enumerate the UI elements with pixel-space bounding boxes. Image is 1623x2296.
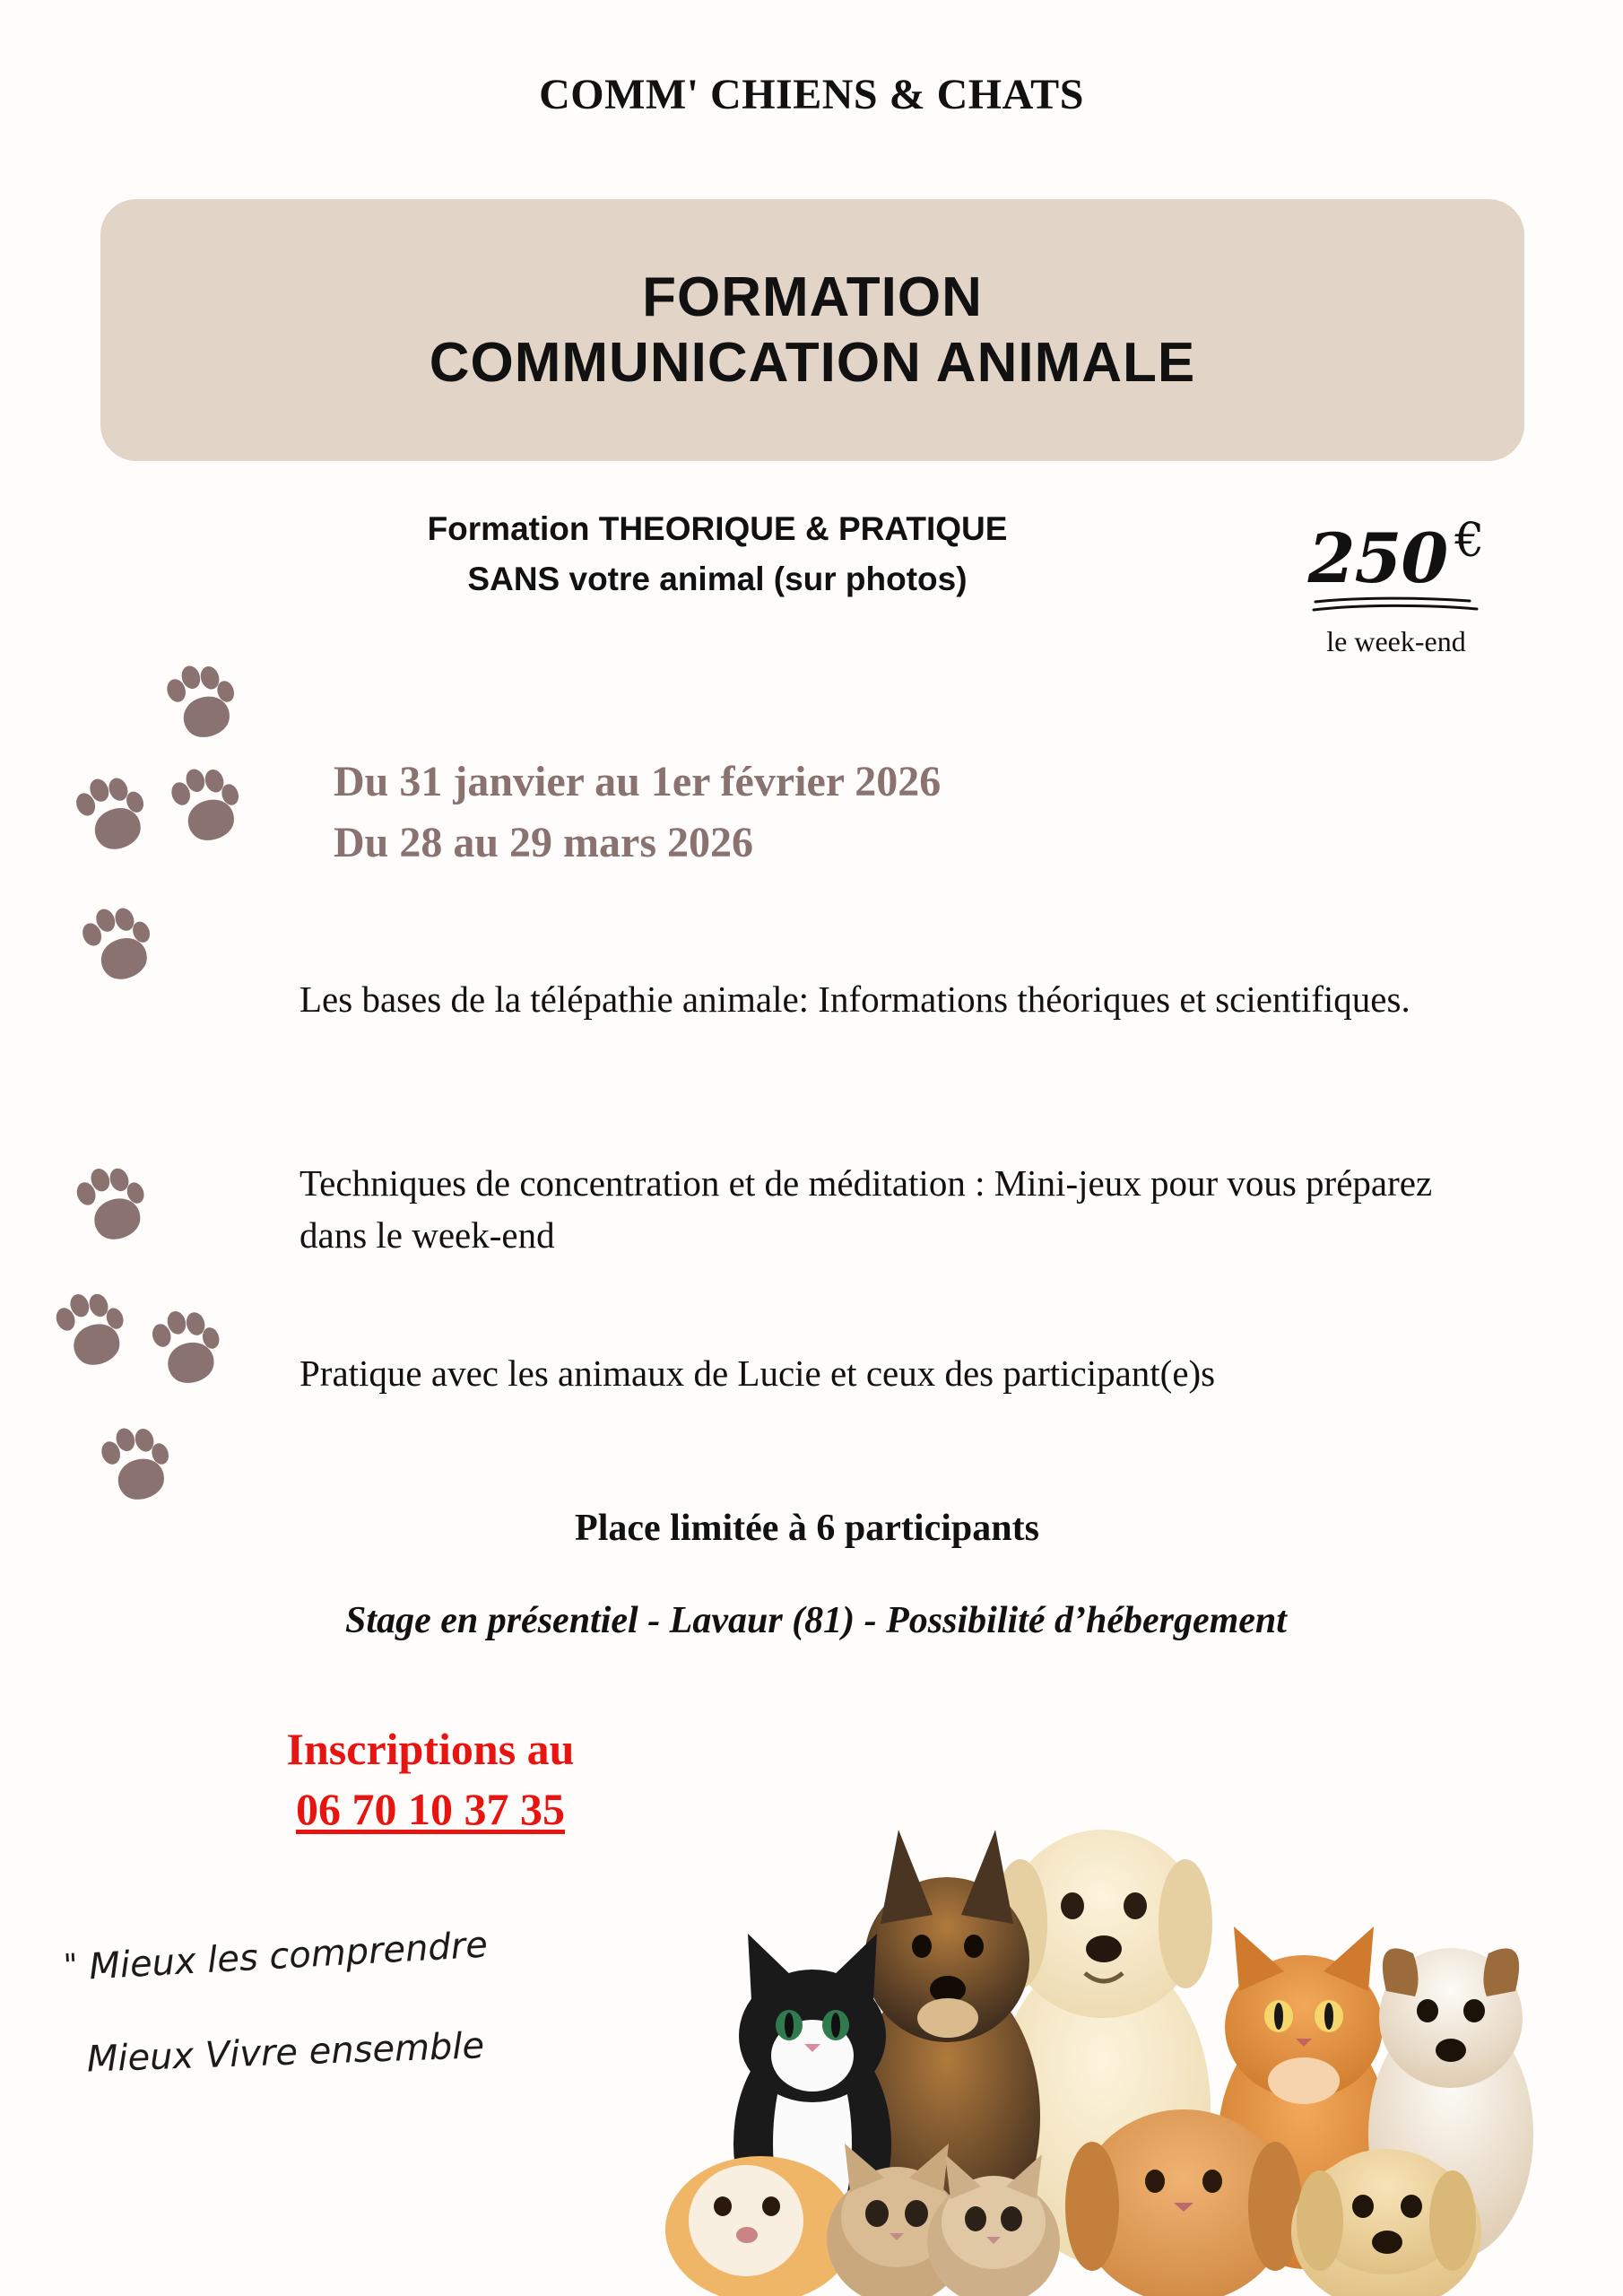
slogan-line-1: Mieux les comprendre: [88, 1924, 489, 1988]
contact-phone[interactable]: 06 70 10 37 35: [296, 1784, 565, 1834]
contact-label: Inscriptions au: [286, 1724, 575, 1774]
paw-print-icon: [65, 1156, 161, 1258]
paw-print-icon: [160, 758, 254, 858]
subtitle-line-1: Formation THEORIQUE & PRATIQUE: [427, 510, 1008, 547]
venue-info: Stage en présentiel - Lavaur (81) - Possibilité d’hébergement: [345, 1600, 1287, 1641]
places-limit: Place limitée à 6 participants: [575, 1508, 1039, 1549]
title-band: [100, 199, 1524, 461]
date-session-1: Du 31 janvier au 1er février 2026: [334, 758, 942, 805]
subtitle-line-2: SANS votre animal (sur photos): [467, 560, 968, 597]
program-item-1: Les bases de la télépathie animale: Informations théoriques et scientifiques.: [299, 978, 1410, 1020]
price-row: [1248, 514, 1544, 598]
price-block: [1248, 514, 1544, 658]
title-line-1: FORMATION: [642, 265, 983, 328]
subtitle: [215, 504, 1219, 604]
dates-block: [334, 752, 941, 874]
euro-icon: €: [1454, 514, 1485, 568]
slogan-open-quote: ": [62, 1947, 79, 1984]
slogan-block: [63, 1916, 697, 2085]
page-title: COMM' CHIENS & CHATS: [539, 71, 1084, 118]
paw-print-icon: [64, 765, 161, 868]
paw-print-icon: [44, 1282, 140, 1384]
program-item-2: Techniques de concentration et de méditation : Mini-jeux pour vous préparez dans le week-end: [299, 1162, 1433, 1257]
paw-print-icon: [90, 1417, 184, 1518]
title-line-2: COMMUNICATION ANIMALE: [429, 332, 1196, 394]
price-note: le week-end: [1326, 625, 1466, 657]
program-item-3: Pratique avec les animaux de Lucie et ceux des participant(e)s: [299, 1352, 1216, 1394]
animals-photo: [637, 1722, 1605, 2296]
price-underline-flourish: [1312, 596, 1480, 616]
contact-block: [179, 1722, 681, 1843]
paw-print-icon: [141, 1301, 232, 1400]
paw-print-icon: [70, 895, 168, 998]
golden-retriever-puppy: [1291, 2149, 1481, 2296]
price-amount: 250: [1307, 518, 1448, 598]
date-session-2: Du 28 au 29 mars 2026: [334, 819, 754, 867]
paw-print-icon: [155, 655, 249, 755]
slogan-line-2: Mieux Vivre ensemble: [86, 2025, 485, 2081]
